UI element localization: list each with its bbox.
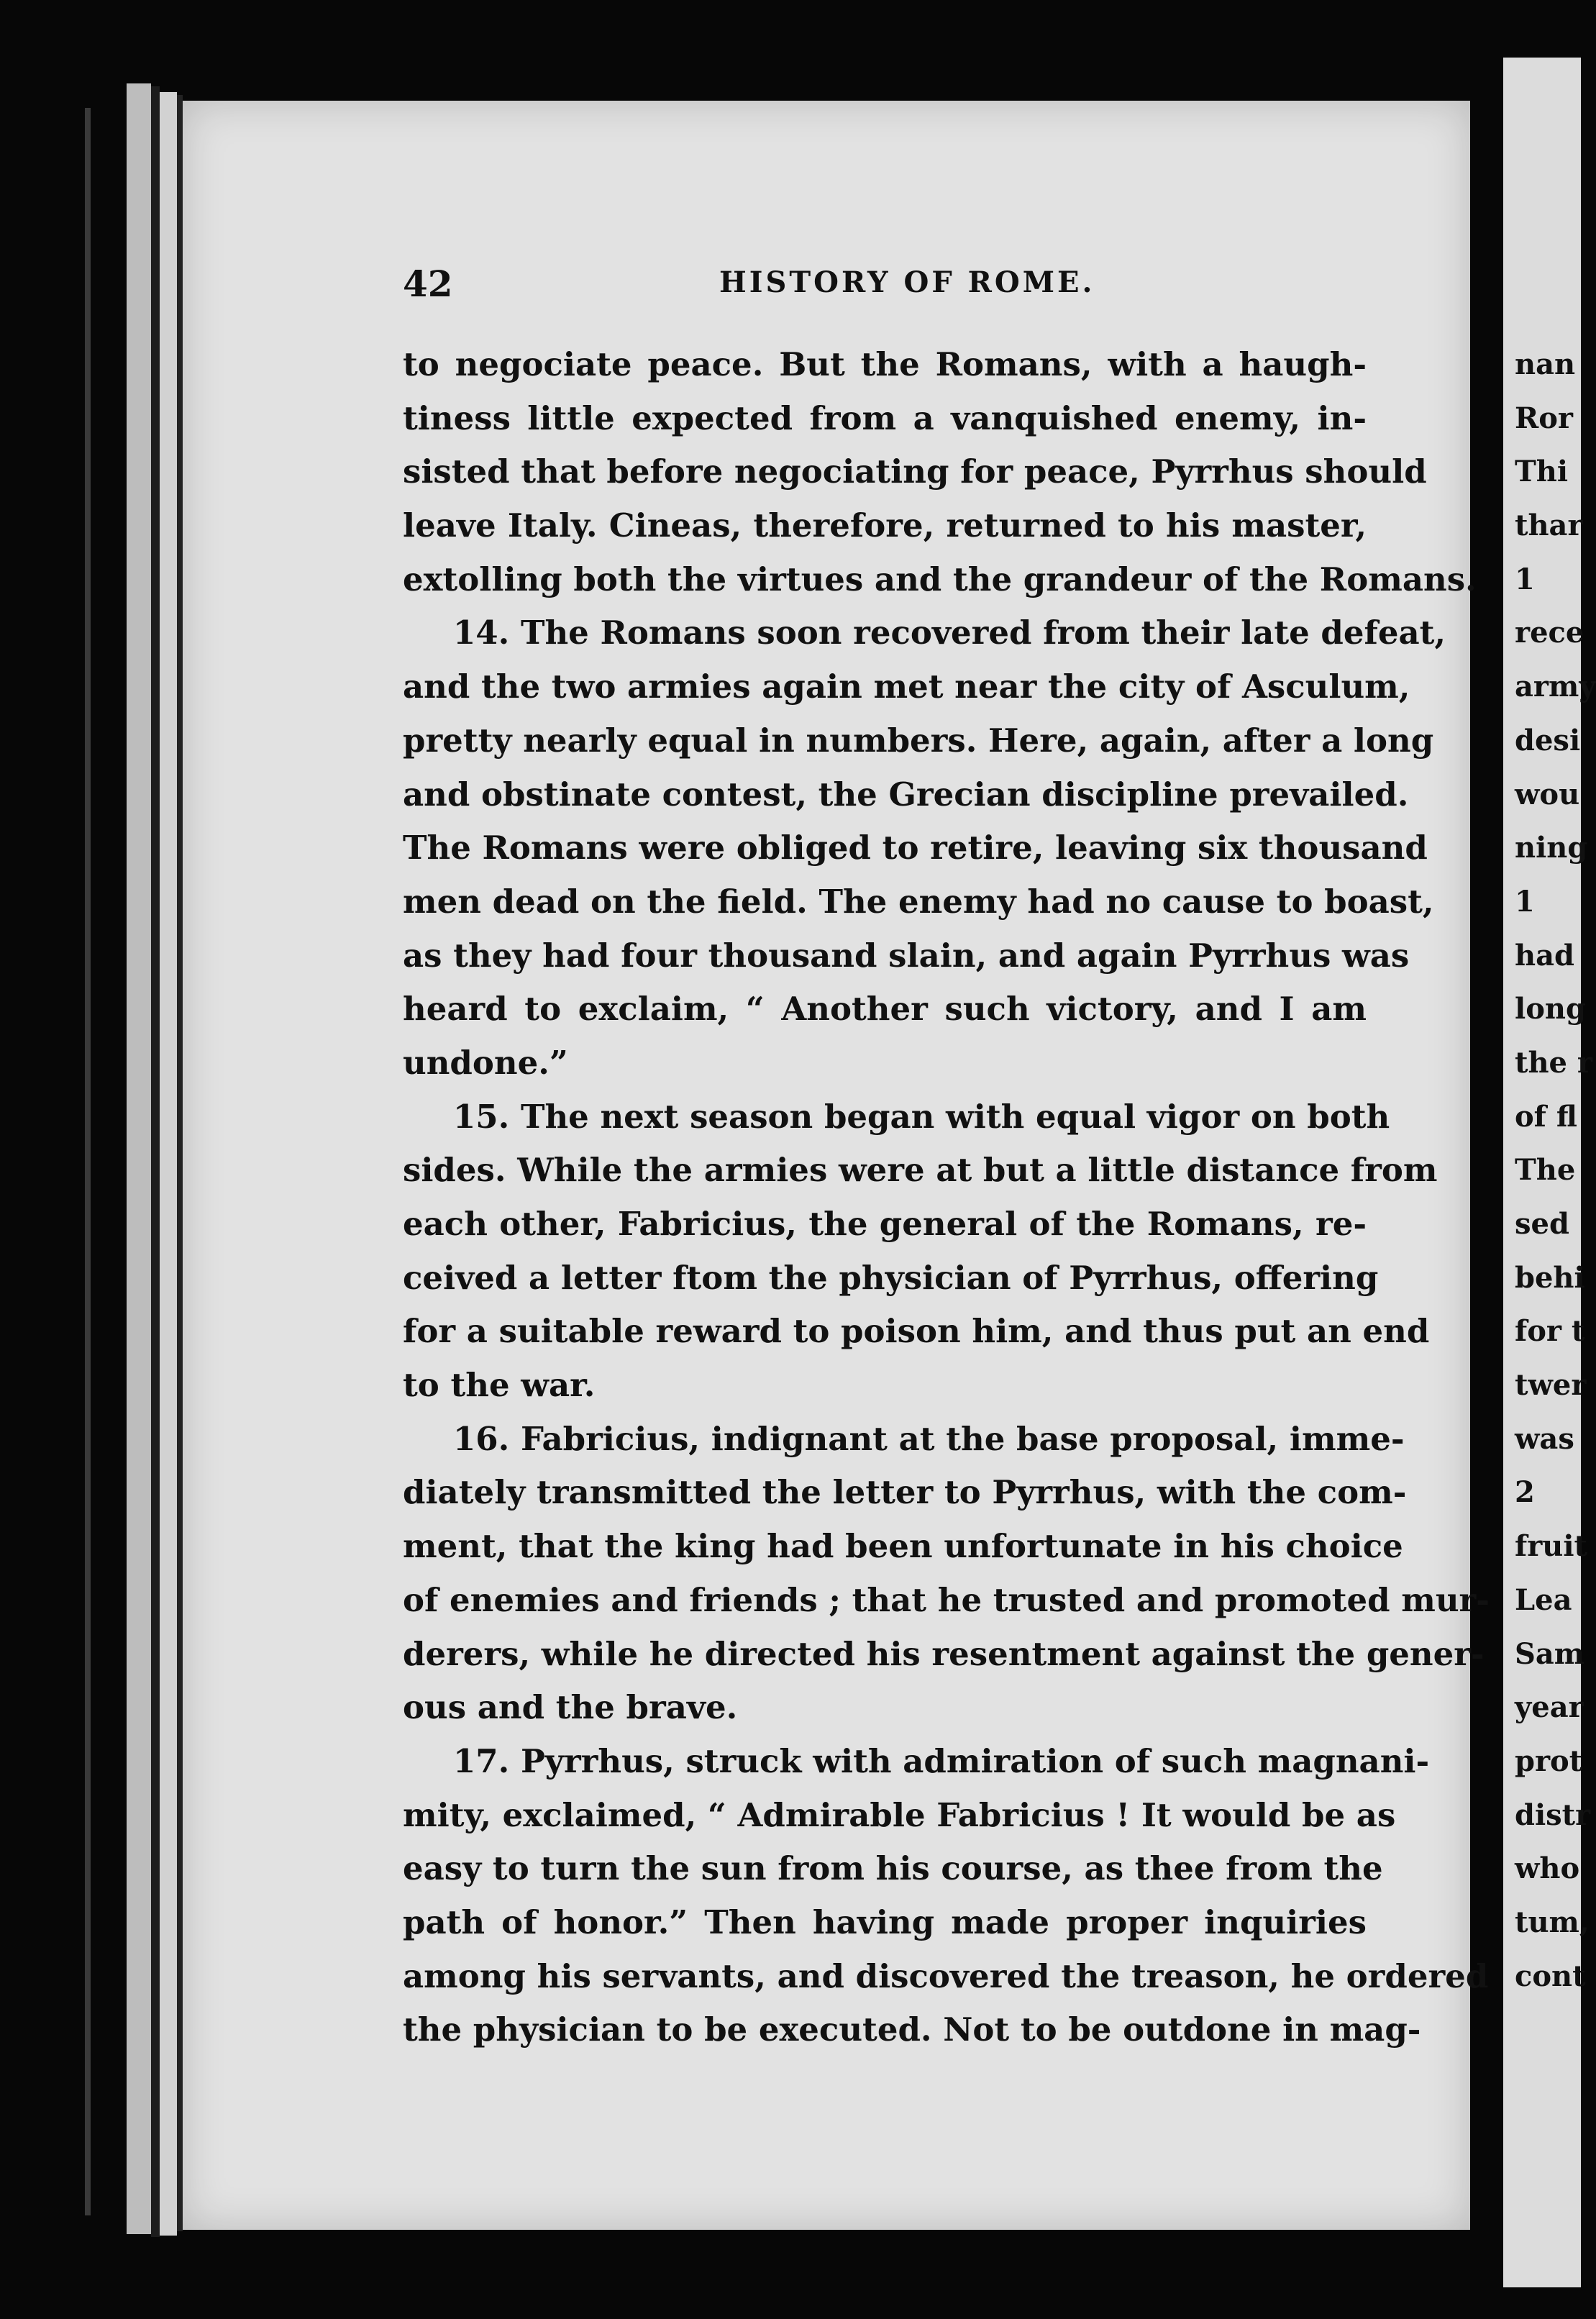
text-line: ment, that the king had been unfortunate in his choice	[403, 1527, 1403, 1566]
text-line: diately transmitted the letter to Pyrrhus, with the com-	[403, 1473, 1407, 1512]
text-line: of enemies and friends ; that he trusted and promoted mur-	[403, 1580, 1490, 1619]
book-edge	[85, 108, 91, 2215]
text-line: ceived a letter ftom the physician of Pyrrhus, offering	[403, 1258, 1379, 1297]
text-line: and the two armies again met near the city of Asculum,	[403, 668, 1410, 706]
page-header	[403, 263, 1381, 306]
text-line: The Romans were obliged to retire, leaving six thousand	[403, 829, 1428, 867]
facing-line: long	[1515, 992, 1586, 1026]
facing-line: Lea	[1515, 1582, 1572, 1617]
facing-line: of fl	[1515, 1099, 1577, 1134]
facing-line: 2	[1515, 1475, 1535, 1510]
text-line: to the war.	[403, 1366, 596, 1405]
text-line: among his servants, and discovered the treason, he ordered	[403, 1956, 1489, 1995]
facing-line: distr	[1515, 1798, 1591, 1832]
facing-line: army	[1515, 670, 1596, 704]
facing-line: had	[1515, 938, 1574, 972]
facing-line: who	[1515, 1851, 1580, 1886]
facing-line: desi	[1515, 723, 1581, 757]
facing-line: cont	[1515, 1959, 1586, 1993]
text-line: undone.”	[403, 1043, 568, 1082]
text-line: sisted that before negociating for peace, Pyrrhus should	[403, 452, 1427, 491]
facing-line: fruit	[1515, 1529, 1588, 1564]
facing-line: was	[1515, 1421, 1574, 1456]
facing-line: sed	[1515, 1207, 1569, 1241]
text-line: mity, exclaimed, “ Admirable Fabricius ! It would be as	[403, 1795, 1396, 1834]
body-text	[403, 338, 1490, 2057]
text-line: each other, Fabricius, the general of the Romans, re-	[403, 1205, 1367, 1243]
text-line: pretty nearly equal in numbers. Here, again, after a long	[403, 721, 1434, 760]
facing-line: thar	[1515, 509, 1583, 543]
text-line: men dead on the field. The enemy had no cause to boast,	[403, 882, 1434, 921]
page-stack-shadow	[177, 95, 183, 2231]
facing-line: wou	[1515, 777, 1580, 811]
page-stack-edge	[160, 92, 177, 2236]
page-stack-edge	[127, 83, 151, 2234]
page-stack-shadow	[151, 86, 160, 2237]
paragraph-16-start: 16. Fabricius, indignant at the base proposal, imme-	[453, 1419, 1405, 1458]
facing-line: behi	[1515, 1260, 1585, 1295]
page-number: 42	[403, 263, 453, 305]
paragraph-15-start: 15. The next season began with equal vigor on both	[453, 1097, 1390, 1136]
text-line: easy to turn the sun from his course, as thee from the	[403, 1849, 1383, 1888]
facing-line: twer	[1515, 1368, 1587, 1403]
paragraph-14-start: 14. The Romans soon recovered from their late defeat,	[453, 614, 1446, 652]
facing-line: prot	[1515, 1744, 1583, 1778]
facing-line: Ror	[1515, 401, 1573, 435]
facing-line: ning	[1515, 831, 1588, 865]
facing-page-text	[1515, 338, 1596, 2003]
text-line: leave Italy. Cineas, therefore, returned to his master,	[403, 506, 1367, 545]
facing-line: for t	[1515, 1314, 1585, 1349]
paragraph-17-start: 17. Pyrrhus, struck with admiration of such magnani-	[453, 1741, 1430, 1780]
text-line: and obstinate contest, the Grecian discipline prevailed.	[403, 775, 1409, 814]
text-line: extolling both the virtues and the grandeur of the Romans.	[403, 560, 1477, 598]
facing-line: the r	[1515, 1045, 1593, 1080]
facing-line: year	[1515, 1690, 1584, 1725]
text-line: path of honor.” Then having made proper inquiries	[403, 1903, 1367, 1941]
text-line: to negociate peace. But the Romans, with a haugh-	[403, 345, 1367, 383]
facing-line: 1	[1515, 884, 1535, 919]
facing-line: tum,	[1515, 1905, 1590, 1939]
facing-line: The	[1515, 1153, 1576, 1188]
running-title: HISTORY OF ROME.	[719, 265, 1095, 299]
facing-line: Sam	[1515, 1636, 1585, 1671]
text-line: for a suitable reward to poison him, and thus put an end	[403, 1312, 1430, 1351]
text-line: as they had four thousand slain, and again Pyrrhus was	[403, 936, 1410, 975]
text-line: heard to exclaim, “ Another such victory, and I am	[403, 990, 1367, 1029]
text-line: derers, while he directed his resentment against the gener-	[403, 1634, 1485, 1673]
facing-line: rece	[1515, 616, 1584, 650]
text-line: the physician to be executed. Not to be outdone in mag-	[403, 2010, 1421, 2049]
text-line: sides. While the armies were at but a little distance from	[403, 1151, 1438, 1190]
text-line: tiness little expected from a vanquished enemy, in-	[403, 398, 1367, 437]
facing-line: nan	[1515, 347, 1576, 381]
facing-line: 1	[1515, 562, 1535, 596]
text-line: ous and the brave.	[403, 1688, 738, 1727]
facing-line: Thi	[1515, 455, 1569, 489]
